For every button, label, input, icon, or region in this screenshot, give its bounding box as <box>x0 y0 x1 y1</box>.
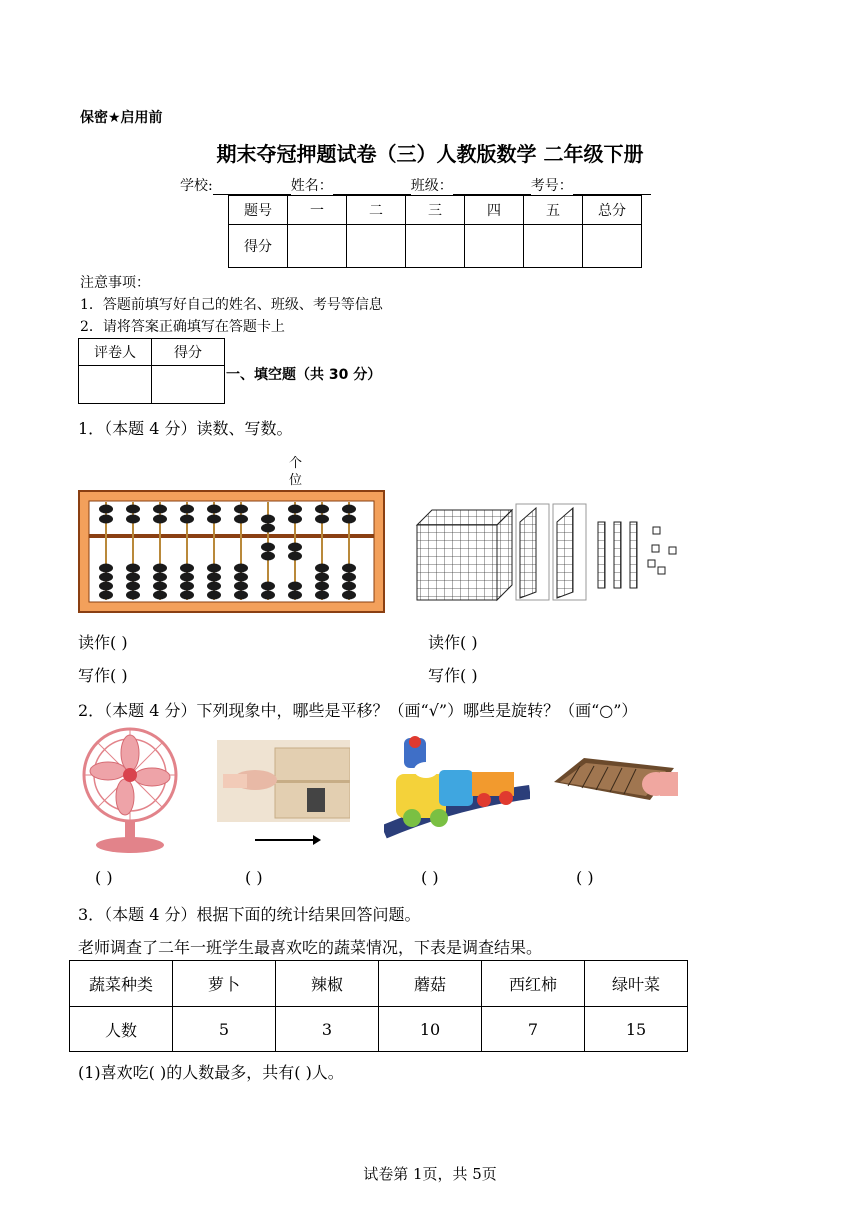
score-header-cell: 题号 <box>229 196 288 225</box>
question-3-intro: 老师调查了二年一班学生最喜欢吃的蔬菜情况，下表是调查结果。 <box>78 938 543 957</box>
answer-drawer[interactable]: ( ) <box>245 868 263 887</box>
abacus-bead <box>288 505 302 514</box>
school-blank[interactable] <box>213 180 291 195</box>
vegetable-survey-table <box>69 960 688 1052</box>
student-info-line <box>180 175 651 195</box>
read-answer-right[interactable]: 读作( ) <box>428 633 478 652</box>
table-header-cell: 西红柿 <box>482 961 585 1007</box>
exam-no-label: 考号： <box>530 178 573 194</box>
table-cell: 7 <box>482 1007 585 1052</box>
abacus-bead <box>288 591 302 600</box>
abacus-bead <box>315 573 329 582</box>
abacus-bead <box>99 515 113 524</box>
score-header-cell: 二 <box>347 196 406 225</box>
abacus-bead <box>180 564 194 573</box>
table-cell: 5 <box>173 1007 276 1052</box>
ones-place-label <box>289 455 302 489</box>
abacus-bead <box>315 505 329 514</box>
grader-cell[interactable] <box>79 366 152 404</box>
abacus-bead <box>126 591 140 600</box>
abacus-bead <box>342 573 356 582</box>
unit-cubes <box>648 527 676 574</box>
question-1: 1．（本题 4 分）读数、写数。 <box>78 419 293 438</box>
abacus-bead <box>288 543 302 552</box>
name-label: 姓名： <box>290 178 333 194</box>
answer-train[interactable]: ( ) <box>421 868 439 887</box>
abacus-bead <box>99 591 113 600</box>
abacus-bead <box>207 564 221 573</box>
score-header-cell: 五 <box>524 196 583 225</box>
table-header-cell: 蔬菜种类 <box>70 961 173 1007</box>
abacus-bead <box>288 552 302 561</box>
abacus-bead <box>99 573 113 582</box>
write-answer-right[interactable]: 写作( ) <box>428 666 478 685</box>
name-blank[interactable] <box>333 180 411 195</box>
score-header-cell: 总分 <box>583 196 642 225</box>
table-header-cell: 蘑菇 <box>379 961 482 1007</box>
section-1-heading: 一、填空题（共 30 分） <box>226 367 382 383</box>
abacus-bead <box>261 543 275 552</box>
abacus-bead <box>99 505 113 514</box>
abacus-bead <box>234 515 248 524</box>
table-header-cell: 辣椒 <box>276 961 379 1007</box>
grader-score-header: 得分 <box>152 339 225 366</box>
abacus-bead <box>342 505 356 514</box>
abacus-bead <box>261 515 275 524</box>
page-footer: 试卷第 1页，共 5页 <box>363 1165 497 1183</box>
write-answer-left[interactable]: 写作( ) <box>78 666 128 685</box>
abacus-bead <box>180 515 194 524</box>
score-row-label: 得分 <box>229 225 288 268</box>
electric-fan-image <box>80 725 180 855</box>
table-cell: 3 <box>276 1007 379 1052</box>
abacus-bead <box>207 505 221 514</box>
hundred-flat <box>553 504 586 600</box>
exam-no-blank[interactable] <box>573 180 651 195</box>
abacus-bead <box>234 573 248 582</box>
score-cell[interactable] <box>347 225 406 268</box>
abacus-bead <box>153 564 167 573</box>
question-3-sub-1[interactable]: (1)喜欢吃( )的人数最多，共有( )人。 <box>78 1063 344 1082</box>
school-label: 学校: <box>180 178 213 194</box>
abacus-bead <box>99 564 113 573</box>
ones-label-char-1: 个 <box>289 456 303 471</box>
thousand-cube <box>417 510 512 600</box>
table-cell: 人数 <box>70 1007 173 1052</box>
table-header-cell: 绿叶菜 <box>585 961 688 1007</box>
abacus-bead <box>315 515 329 524</box>
abacus-bead <box>153 505 167 514</box>
notes-item-1: 1．答题前填写好自己的姓名、班级、考号等信息 <box>80 297 383 313</box>
table-header-cell: 萝卜 <box>173 961 276 1007</box>
abacus-bead <box>207 515 221 524</box>
grader-table <box>78 338 225 404</box>
exam-title: 期末夺冠押题试卷（三）人教版数学 二年级下册 <box>216 142 644 166</box>
grader-score-cell[interactable] <box>152 366 225 404</box>
abacus-bead <box>234 582 248 591</box>
abacus-bead <box>261 524 275 533</box>
abacus-bead <box>153 515 167 524</box>
ten-rods <box>598 522 637 588</box>
abacus-hand-image <box>554 750 678 812</box>
abacus-bead <box>126 573 140 582</box>
notes-item-2: 2．请将答案正确填写在答题卡上 <box>80 319 285 335</box>
abacus-bead <box>180 591 194 600</box>
abacus-bead <box>234 505 248 514</box>
class-label: 班级： <box>410 178 453 194</box>
score-cell[interactable] <box>583 225 642 268</box>
abacus-bead <box>261 582 275 591</box>
answer-abacus[interactable]: ( ) <box>576 868 594 887</box>
abacus-bead <box>153 573 167 582</box>
grader-header: 评卷人 <box>79 339 152 366</box>
hundred-flat <box>516 504 549 600</box>
score-table <box>228 195 642 268</box>
class-blank[interactable] <box>453 180 531 195</box>
abacus-bead <box>261 552 275 561</box>
abacus-bead <box>99 582 113 591</box>
score-cell[interactable] <box>524 225 583 268</box>
abacus-bead <box>288 515 302 524</box>
abacus-bead <box>315 582 329 591</box>
score-header-cell: 四 <box>465 196 524 225</box>
table-cell: 10 <box>379 1007 482 1052</box>
abacus-bead <box>180 582 194 591</box>
abacus-bead <box>288 582 302 591</box>
score-cell[interactable] <box>288 225 347 268</box>
abacus-image <box>78 490 385 613</box>
abacus-bead <box>261 591 275 600</box>
drawer-push-image <box>217 740 350 850</box>
abacus-bead <box>180 573 194 582</box>
read-answer-left[interactable]: 读作( ) <box>78 633 128 652</box>
score-header-cell: 三 <box>406 196 465 225</box>
abacus-bead <box>180 505 194 514</box>
question-2: 2．（本题 4 分）下列现象中，哪些是平移？（画“√”）哪些是旋转？（画“○”） <box>78 701 638 720</box>
abacus-bead <box>126 564 140 573</box>
table-cell: 15 <box>585 1007 688 1052</box>
confidential-label: 保密★启用前 <box>80 110 163 126</box>
score-header-cell: 一 <box>288 196 347 225</box>
abacus-bead <box>207 582 221 591</box>
abacus-bead <box>126 515 140 524</box>
abacus-bead <box>153 582 167 591</box>
score-cell[interactable] <box>465 225 524 268</box>
abacus-bead <box>126 505 140 514</box>
toy-train-image <box>384 732 530 847</box>
answer-fan[interactable]: ( ) <box>95 868 113 887</box>
abacus-bead <box>315 564 329 573</box>
abacus-bead <box>126 582 140 591</box>
question-3: 3．（本题 4 分）根据下面的统计结果回答问题。 <box>78 905 421 924</box>
abacus-bead <box>207 573 221 582</box>
abacus-bead <box>153 591 167 600</box>
base-ten-blocks-image <box>412 500 687 605</box>
abacus-bead <box>234 591 248 600</box>
abacus-bead <box>342 515 356 524</box>
abacus-bead <box>342 564 356 573</box>
abacus-bead <box>207 591 221 600</box>
score-cell[interactable] <box>406 225 465 268</box>
notes <box>80 272 383 338</box>
abacus-bead <box>342 582 356 591</box>
abacus-bead <box>234 564 248 573</box>
abacus-bead <box>315 591 329 600</box>
notes-title: 注意事项： <box>80 275 150 291</box>
ones-label-char-2: 位 <box>289 473 303 488</box>
abacus-bead <box>342 591 356 600</box>
